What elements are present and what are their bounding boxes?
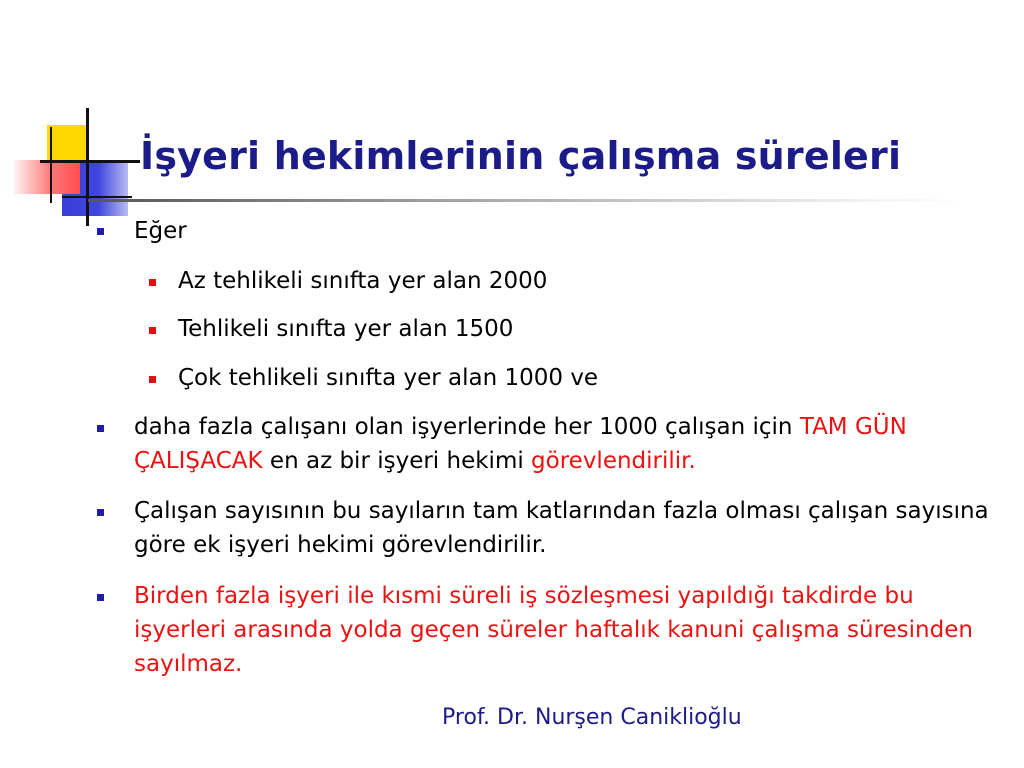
- bullet-text: daha fazla çalışanı olan işyerlerinde her 1000 çalışan için: [134, 414, 800, 440]
- bullet-item: Eğer: [134, 218, 187, 244]
- slide-title: İşyeri hekimlerinin çalışma süreleri: [140, 134, 902, 178]
- bullet-marker: [97, 594, 104, 601]
- bullet-item: Birden fazla işyeri ile kısmi süreli iş sözleşmesi yapıldığı takdirde bu işyerleri arasında yolda geçen süreler haftalık kanuni çalışma süresinden sayılmaz.: [134, 583, 973, 677]
- decorative-logo-squares: [0, 0, 160, 230]
- sub-bullet-item: Tehlikeli sınıfta yer alan 1500: [178, 316, 514, 342]
- bullet-item: [134, 410, 994, 478]
- bullet-item: Çalışan sayısının bu sayıların tam katlarından fazla olması çalışan sayısına göre ek işyeri hekimi görevlendirilir.: [134, 498, 989, 558]
- emphasis-text: görevlendirilir.: [531, 448, 696, 474]
- bullet-text: en az bir işyeri hekimi: [262, 448, 532, 474]
- sub-bullet-item: Çok tehlikeli sınıfta yer alan 1000 ve: [178, 365, 599, 391]
- divider-line: [40, 160, 140, 163]
- divider-line: [50, 127, 52, 203]
- bullet-marker: [149, 327, 156, 334]
- divider-line: [86, 108, 89, 226]
- title-underline: [88, 199, 968, 202]
- author-footer: Prof. Dr. Nurşen Caniklioğlu: [442, 705, 742, 730]
- bullet-marker: [97, 509, 104, 516]
- bullet-marker: [149, 376, 156, 383]
- yellow-square: [47, 125, 87, 165]
- divider-line: [62, 196, 132, 198]
- bullet-marker: [97, 228, 104, 235]
- sub-bullet-item: Az tehlikeli sınıfta yer alan 2000: [178, 268, 548, 294]
- bullet-marker: [97, 425, 104, 432]
- red-square: [14, 160, 80, 194]
- bullet-marker: [149, 279, 156, 286]
- emphasis-text: TAM GÜN ÇALIŞACAK: [134, 414, 907, 474]
